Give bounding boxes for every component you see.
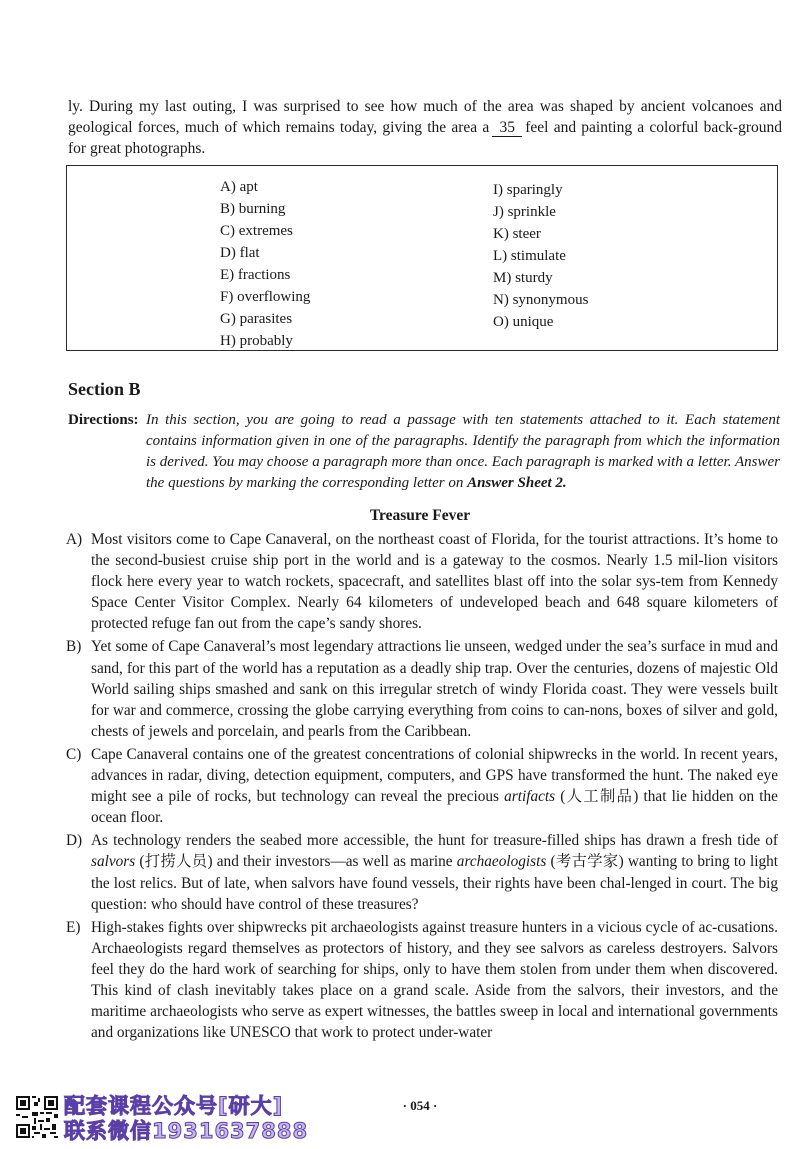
paragraph-letter: E) xyxy=(66,918,81,936)
directions xyxy=(68,410,780,494)
word-bank-left-column xyxy=(220,176,310,352)
passage-title: Treasure Fever xyxy=(369,507,471,524)
paragraph-letter: D) xyxy=(66,832,83,850)
paragraph-d xyxy=(66,830,778,914)
word-option: L) stimulate xyxy=(493,248,566,264)
word-option: D) flat xyxy=(220,245,260,261)
paragraph-text: High-stakes fights over shipwrecks pit archaeologists against treasure hunters in a vicious cycle of ac-cusations. Archaeologists regard themselves as protectors of history, and they see salvors as careless destroyers. Salvors feel they do the hard work of searching for ships, only to have them stolen from under them when discovered. This kind of clash inevitably takes place on a grand scale. Aside from the salvors, their investors, and the maritime archaeologists who serve as expert witnesses, the battles sweep in local and international governments and organizations like UNESCO that work to protect under-water xyxy=(91,918,778,1042)
watermark xyxy=(64,1094,308,1144)
paragraph-text: Yet some of Cape Canaveral’s most legendary attractions lie unseen, wedged under the sea’s surface in mud and sand, for this part of the world has a reputation as a deadly ship trap. Over the centuries, dozens of majestic Old World sailing ships smashed and sank on this irregular stretch of windy Florida coast. They were vessels built for war and commerce, crossing the globe carrying everything from coins to can-nons, boxes of silver and gold, chests of jewels and porcelain, and pearls from the Caribbean. xyxy=(91,638,778,740)
blank-35: 35 xyxy=(492,119,522,137)
gloss: (打捞人员) xyxy=(139,853,213,871)
directions-text: In this section, you are going to read a passage with ten statements attached to it. Each statement contains information given in one of the paragraphs. Identify the paragraph from which the information is derived. You may choose a paragraph more than once. Each paragraph is marked with a letter. Answer the questions by marking the corresponding letter on Answer Sheet 2. xyxy=(146,412,780,491)
word-option: O) unique xyxy=(493,314,554,330)
watermark-line-2: 联系微信1931637888 xyxy=(64,1119,309,1143)
paragraph-text: Cape Canaveral contains one of the greatest concentrations of colonial shipwrecks in the world. In recent years, advances in radar, diving, detection equipment, computers, and GPS have transformed the hunt. The naked eye might see a pile of rocks, but technology can reveal the precious artifacts (人工制品) that lie hidden on the ocean floor. xyxy=(91,745,778,827)
intro-text-before: ly. During my last outing, I was surprised to see how much of the area was shaped by ancient volcanoes and geological forces, much of which remains today, giving the area a xyxy=(68,98,782,136)
word-option: H) probably xyxy=(220,333,293,349)
word-option: N) synonymous xyxy=(493,292,589,308)
qr-code-icon xyxy=(14,1094,60,1140)
term-artifacts: artifacts xyxy=(504,788,556,806)
term-archaeologists: archaeologists xyxy=(456,853,547,871)
paragraph-c xyxy=(66,744,778,828)
word-option: M) sturdy xyxy=(493,270,553,286)
gloss: (人工制品) xyxy=(560,788,639,806)
paragraph-b xyxy=(66,636,778,741)
section-title: Section B xyxy=(68,379,141,399)
word-option: A) apt xyxy=(220,179,258,195)
paragraph-text: As technology renders the seabed more accessible, the hunt for treasure-filled ships has drawn a fresh tide of salvors (打捞人员) and their investors—as well as marine archaeologists (考古学家) wanting to bring to light the lost relics. But of late, when salvors have found vessels, their rights have been chal-lenged in court. The big question: who should have control of these treasures? xyxy=(91,832,779,913)
paragraph-letter: B) xyxy=(66,638,82,656)
intro-text-after: feel and painting a colorful back-ground for great photographs. xyxy=(68,119,782,157)
word-option: J) sprinkle xyxy=(493,204,556,220)
paragraph-text: Most visitors come to Cape Canaveral, on the northeast coast of Florida, for the tourist attractions. It’s home to the second-busiest cruise ship port in the world and is a gateway to the cosmos. Nearly 1.5 mil-lion visitors flock here every year to watch rockets, spacecraft, and satellites blast off into the solar sys-tem from Kennedy Space Center Visitor Complex. Nearly 64 kilometers of undeveloped beach and 648 square kilometers of protected refuge fan out from the cape’s sandy shores. xyxy=(91,531,778,633)
paragraph-a xyxy=(66,529,778,634)
answer-sheet-ref: Answer Sheet 2. xyxy=(467,475,567,491)
paragraph-letter: C) xyxy=(66,745,82,763)
word-option: C) extremes xyxy=(220,223,293,239)
paragraph-letter: A) xyxy=(66,531,83,548)
word-bank-box xyxy=(66,165,778,351)
word-option: I) sparingly xyxy=(493,182,563,198)
directions-label: Directions: xyxy=(68,412,139,428)
passage-paragraphs xyxy=(66,529,778,1045)
page-number: · 054 · xyxy=(402,1098,438,1113)
watermark-line-1: 配套课程公众号[研大] xyxy=(64,1094,284,1118)
word-bank-right-column xyxy=(493,179,588,333)
paragraph-e xyxy=(66,917,778,1044)
word-option: F) overflowing xyxy=(220,289,311,305)
word-option: G) parasites xyxy=(220,311,293,327)
gloss: (考古学家) xyxy=(550,853,624,871)
word-option: E) fractions xyxy=(220,267,291,283)
intro-paragraph xyxy=(68,96,782,159)
word-option: B) burning xyxy=(220,201,286,217)
word-option: K) steer xyxy=(493,226,541,242)
term-salvors: salvors xyxy=(91,853,136,871)
